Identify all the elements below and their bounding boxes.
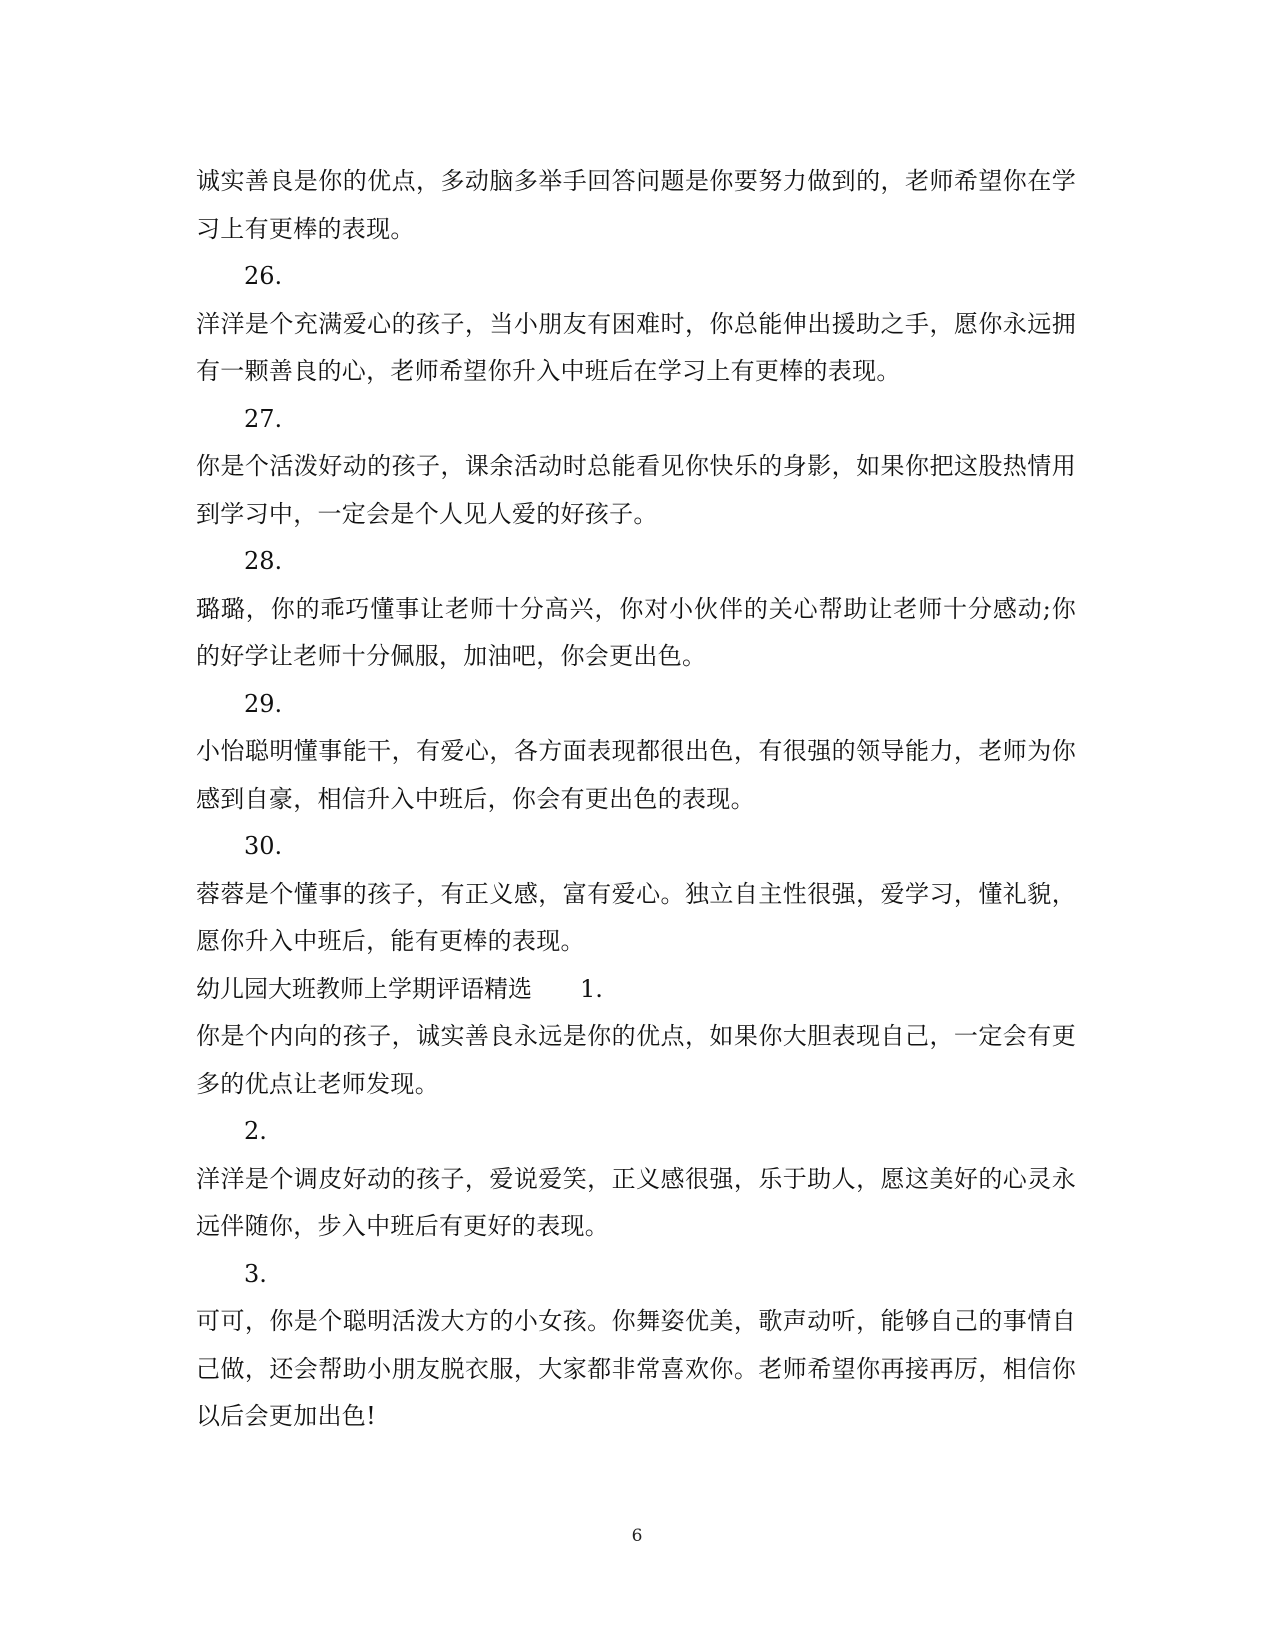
- comment-paragraph: 蓉蓉是个懂事的孩子，有正义感，富有爱心。独立自主性很强，爱学习，懂礼貌，愿你升入中班后，能有更棒的表现。: [196, 879, 1076, 955]
- comment-paragraph: 诚实善良是你的优点，多动脑多举手回答问题是你要努力做到的，老师希望你在学习上有更棒的表现。: [196, 167, 1076, 243]
- item-number: 29.: [244, 689, 283, 718]
- comment-paragraph: 可可，你是个聪明活泼大方的小女孩。你舞姿优美，歌声动听，能够自己的事情自己做，还会帮助小朋友脱衣服，大家都非常喜欢你。老师希望你再接再厉，相信你以后会更加出色!: [196, 1307, 1076, 1430]
- document-body: [196, 158, 1076, 1441]
- comment-paragraph: 洋洋是个充满爱心的孩子，当小朋友有困难时，你总能伸出援助之手，愿你永远拥有一颗善良的心，老师希望你升入中班后在学习上有更棒的表现。: [196, 309, 1076, 385]
- item-number: 3.: [244, 1259, 267, 1288]
- comment-paragraph: 你是个内向的孩子，诚实善良永远是你的优点，如果你大胆表现自己，一定会有更多的优点让老师发现。: [196, 1022, 1076, 1098]
- section-heading-title: 幼儿园大班教师上学期评语精选: [196, 974, 532, 1003]
- comment-paragraph: 璐璐，你的乖巧懂事让老师十分高兴，你对小伙伴的关心帮助让老师十分感动;你的好学让老师十分佩服，加油吧，你会更出色。: [196, 594, 1076, 670]
- comment-paragraph: 小怡聪明懂事能干，有爱心，各方面表现都很出色，有很强的领导能力，老师为你感到自豪，相信升入中班后，你会有更出色的表现。: [196, 737, 1076, 813]
- item-number: 28.: [244, 547, 283, 575]
- comment-paragraph: 洋洋是个调皮好动的孩子，爱说爱笑，正义感很强，乐于助人，愿这美好的心灵永远伴随你，步入中班后有更好的表现。: [196, 1164, 1076, 1240]
- section-heading: [196, 966, 1076, 1014]
- item-number: 2.: [244, 1117, 267, 1145]
- comment-paragraph: 你是个活泼好动的孩子，课余活动时总能看见你快乐的身影，如果你把这股热情用到学习中，一定会是个人见人爱的好孩子。: [196, 452, 1076, 528]
- item-number: 30.: [244, 832, 283, 860]
- section-heading-number: 1.: [580, 974, 603, 1003]
- item-number: 26.: [244, 262, 283, 290]
- item-number: 27.: [244, 404, 283, 433]
- page-number: 6: [631, 1526, 643, 1546]
